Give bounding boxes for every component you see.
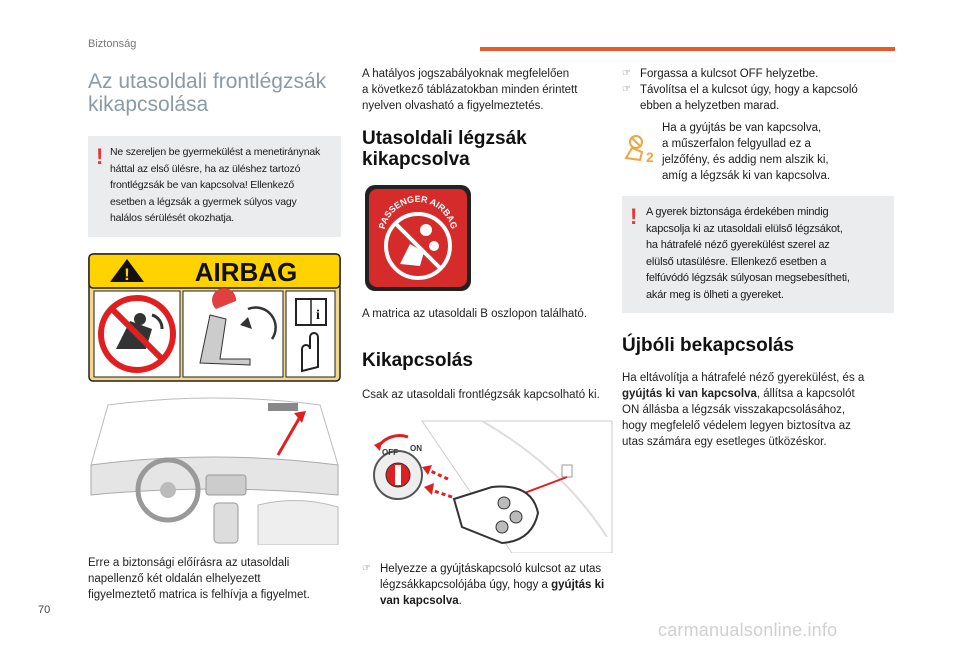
airbag-warning-label xyxy=(88,253,341,383)
svg-text:i: i xyxy=(316,307,320,323)
header-accent-bar xyxy=(480,47,895,51)
key-switch-illustration xyxy=(362,417,617,553)
passenger-airbag-sticker xyxy=(364,184,472,292)
section-title: Biztonság xyxy=(88,38,137,50)
deactivation-text: Csak az utasoldali frontlégzsák kapcsolható ki. xyxy=(362,389,600,401)
bullet-arrow-icon: ☞ xyxy=(622,84,631,95)
svg-text:2: 2 xyxy=(646,149,654,165)
instruction-insert-key: ☞ Helyezze a gyújtáskapcsoló kulcsot az utas légzsákkapcsolójába úgy, hogy a gyújtás ki van kapcsolva. xyxy=(362,563,605,607)
warning-icon: ! xyxy=(96,144,104,169)
airbag-label-text: AIRBAG xyxy=(194,256,298,287)
instruction-remove-key: ☞ Távolítsa el a kulcsot úgy, hogy a kapcsoló ebben a helyzetben marad. xyxy=(622,84,858,112)
warning-box: ! Ne szereljen be gyermekülést a menetiránynak háttal az első ülésre, ha az üléshez tartozó frontlégzsák be van kapcsolva! Ellenkező esetben a légzsák a gyermek súlyos vagy halálos sérülését okozhatja. xyxy=(88,136,341,237)
sticker-caption: A matrica az utasoldali B oszlopon található. xyxy=(362,308,588,320)
rotate-arrow-icon xyxy=(378,436,408,447)
instruction-turn-off: ☞ Forgassa a kulcsot OFF helyzetbe. xyxy=(622,68,819,80)
watermark: carmanualsonline.info xyxy=(658,620,838,640)
svg-text:!: ! xyxy=(124,264,130,284)
reactivation-paragraph: Ha eltávolítja a hátrafelé néző gyerekülést, és a gyújtás ki van kapcsolva, állítsa a kapcsolót ON állásba a légzsák visszakapcsolásához, hogy megfelelő védelem legyen biztosítva az utas számára egy esetleges ütközéskor. xyxy=(622,372,865,448)
heading-deactivation: Kikapcsolás xyxy=(362,350,473,371)
indicator-info: 2 Ha a gyújtás be van kapcsolva, a műszerfalon felgyullad ez a jelzőfény, és addig nem alszik ki, amíg a légzsák ki van kapcsolva. xyxy=(622,120,894,184)
heading-airbag-off: Utasoldali légzsák kikapcsolva xyxy=(362,128,527,170)
switch-off-label: OFF xyxy=(382,448,398,457)
bullet-arrow-icon: ☞ xyxy=(622,68,631,79)
column-left xyxy=(88,70,341,603)
page-title: Az utasoldali frontlégzsák kikapcsolása xyxy=(88,70,327,116)
airbag-off-indicator-icon xyxy=(618,128,658,168)
figure-caption: Erre a biztonsági előírásra az utasoldali napellenző két oldalán elhelyezett figyelmeztető matrica is felhívja a figyelmet. xyxy=(88,556,310,601)
car-interior-illustration xyxy=(88,395,341,545)
intro-paragraph: A hatályos jogszabályoknak megfelelően a következő táblázatokban minden érintett nyelven olvasható a figyelmeztetés. xyxy=(362,68,578,112)
warning-box: ! A gyerek biztonsága érdekében mindig kapcsolja ki az utasoldali elülső légzsákot, ha hátrafelé néző gyerekülést szerel az elülső utasülésre. Ellenkező esetben a felfúvódó légzsák súlyosan megsebesítheti, akár meg is ölheti a gyereket. xyxy=(622,196,894,313)
sun-visor-sticker xyxy=(268,403,298,411)
car-key-icon xyxy=(454,487,538,543)
switch-on-label: ON xyxy=(410,444,422,453)
page-number: 70 xyxy=(38,604,51,616)
column-right xyxy=(622,66,894,450)
warning-icon: ! xyxy=(630,204,638,229)
bullet-arrow-icon: ☞ xyxy=(362,563,371,574)
column-middle xyxy=(362,66,617,609)
heading-reactivation: Újbóli bekapcsolás xyxy=(622,335,795,356)
svg-text:PASSENGER AIRBAG: PASSENGER AIRBAG xyxy=(376,193,460,231)
